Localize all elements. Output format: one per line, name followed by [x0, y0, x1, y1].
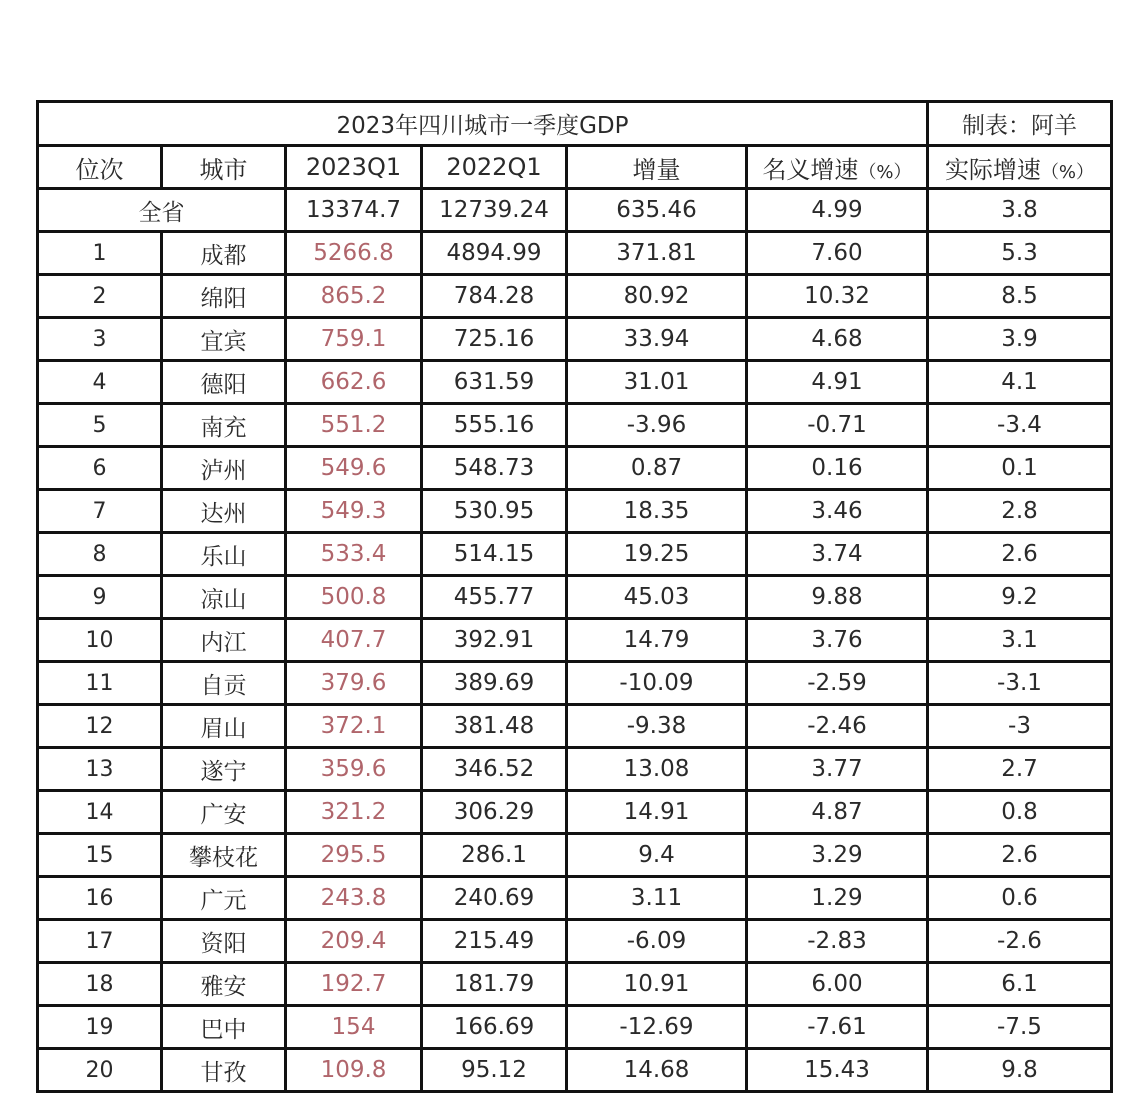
cell-2023q1: 865.2: [286, 275, 422, 318]
cell-rank: 11: [38, 662, 162, 705]
cell-nominal-growth: 3.74: [747, 533, 928, 576]
cell-2022q1: 631.59: [422, 361, 567, 404]
header-real-unit: （%）: [1040, 161, 1095, 183]
cell-2023q1: 154: [286, 1006, 422, 1049]
cell-real-growth: 4.1: [928, 361, 1112, 404]
header-real-label: 实际增速: [944, 155, 1041, 184]
cell-city: 广安: [162, 791, 286, 834]
cell-city: 乐山: [162, 533, 286, 576]
cell-city: 成都: [162, 232, 286, 275]
cell-2023q1: 321.2: [286, 791, 422, 834]
cell-rank: 18: [38, 963, 162, 1006]
cell-2023q1: 372.1: [286, 705, 422, 748]
cell-increase: 14.91: [567, 791, 747, 834]
cell-city: 雅安: [162, 963, 286, 1006]
cell-increase: 0.87: [567, 447, 747, 490]
cell-real-growth: 2.7: [928, 748, 1112, 791]
cell-2023q1: 379.6: [286, 662, 422, 705]
cell-city: 内江: [162, 619, 286, 662]
cell-city: 遂宁: [162, 748, 286, 791]
cell-rank: 7: [38, 490, 162, 533]
province-2023q1: 13374.7: [286, 189, 422, 232]
cell-real-growth: 3.9: [928, 318, 1112, 361]
cell-nominal-growth: 3.76: [747, 619, 928, 662]
province-increase: 635.46: [567, 189, 747, 232]
cell-rank: 6: [38, 447, 162, 490]
cell-nominal-growth: 9.88: [747, 576, 928, 619]
cell-city: 自贡: [162, 662, 286, 705]
cell-2023q1: 295.5: [286, 834, 422, 877]
cell-nominal-growth: -7.61: [747, 1006, 928, 1049]
table-row: [38, 619, 1112, 662]
cell-2023q1: 759.1: [286, 318, 422, 361]
table-row: [38, 361, 1112, 404]
cell-nominal-growth: 10.32: [747, 275, 928, 318]
cell-nominal-growth: 0.16: [747, 447, 928, 490]
cell-2023q1: 359.6: [286, 748, 422, 791]
table-row: [38, 963, 1112, 1006]
cell-increase: 3.11: [567, 877, 747, 920]
cell-city: 德阳: [162, 361, 286, 404]
cell-real-growth: 5.3: [928, 232, 1112, 275]
cell-increase: 371.81: [567, 232, 747, 275]
cell-2022q1: 514.15: [422, 533, 567, 576]
cell-2022q1: 725.16: [422, 318, 567, 361]
cell-2023q1: 549.6: [286, 447, 422, 490]
cell-nominal-growth: 4.68: [747, 318, 928, 361]
table-row: [38, 662, 1112, 705]
header-city: 城市: [162, 146, 286, 189]
cell-nominal-growth: -0.71: [747, 404, 928, 447]
table-row: [38, 533, 1112, 576]
cell-nominal-growth: 3.46: [747, 490, 928, 533]
province-2022q1: 12739.24: [422, 189, 567, 232]
table-title: 2023年四川城市一季度GDP: [38, 102, 928, 146]
cell-increase: 14.79: [567, 619, 747, 662]
cell-city: 宜宾: [162, 318, 286, 361]
cell-rank: 3: [38, 318, 162, 361]
cell-2023q1: 209.4: [286, 920, 422, 963]
cell-real-growth: 0.6: [928, 877, 1112, 920]
province-nominal-growth: 4.99: [747, 189, 928, 232]
cell-increase: -12.69: [567, 1006, 747, 1049]
cell-real-growth: 0.1: [928, 447, 1112, 490]
cell-nominal-growth: 3.77: [747, 748, 928, 791]
cell-real-growth: 2.8: [928, 490, 1112, 533]
cell-increase: 31.01: [567, 361, 747, 404]
table-row: [38, 1049, 1112, 1092]
cell-2022q1: 455.77: [422, 576, 567, 619]
cell-nominal-growth: -2.83: [747, 920, 928, 963]
header-nominal-unit: （%）: [858, 161, 912, 183]
cell-2022q1: 392.91: [422, 619, 567, 662]
cell-2022q1: 286.1: [422, 834, 567, 877]
header-nominal-label: 名义增速: [762, 155, 859, 184]
cell-real-growth: 2.6: [928, 533, 1112, 576]
cell-2022q1: 555.16: [422, 404, 567, 447]
cell-rank: 17: [38, 920, 162, 963]
cell-increase: -6.09: [567, 920, 747, 963]
table-row: [38, 705, 1112, 748]
table-row: [38, 318, 1112, 361]
cell-real-growth: 8.5: [928, 275, 1112, 318]
cell-rank: 15: [38, 834, 162, 877]
cell-2022q1: 4894.99: [422, 232, 567, 275]
cell-nominal-growth: 15.43: [747, 1049, 928, 1092]
table-row: [38, 490, 1112, 533]
cell-rank: 2: [38, 275, 162, 318]
header-2022q1: 2022Q1: [422, 146, 567, 189]
cell-city: 甘孜: [162, 1049, 286, 1092]
table-row: [38, 447, 1112, 490]
cell-rank: 13: [38, 748, 162, 791]
cell-2022q1: 166.69: [422, 1006, 567, 1049]
cell-increase: 18.35: [567, 490, 747, 533]
cell-2023q1: 5266.8: [286, 232, 422, 275]
cell-increase: -9.38: [567, 705, 747, 748]
cell-rank: 4: [38, 361, 162, 404]
table-row: [38, 920, 1112, 963]
header-rank: 位次: [38, 146, 162, 189]
cell-nominal-growth: -2.59: [747, 662, 928, 705]
table-row: [38, 1006, 1112, 1049]
cell-real-growth: -3.1: [928, 662, 1112, 705]
cell-2022q1: 306.29: [422, 791, 567, 834]
cell-city: 巴中: [162, 1006, 286, 1049]
table-row: [38, 275, 1112, 318]
cell-rank: 9: [38, 576, 162, 619]
cell-increase: 9.4: [567, 834, 747, 877]
cell-increase: 14.68: [567, 1049, 747, 1092]
cell-increase: 80.92: [567, 275, 747, 318]
cell-city: 绵阳: [162, 275, 286, 318]
cell-nominal-growth: 4.87: [747, 791, 928, 834]
cell-2023q1: 243.8: [286, 877, 422, 920]
header-increase: 增量: [567, 146, 747, 189]
cell-real-growth: 6.1: [928, 963, 1112, 1006]
cell-city: 资阳: [162, 920, 286, 963]
province-row: [38, 189, 1112, 232]
cell-rank: 10: [38, 619, 162, 662]
cell-rank: 12: [38, 705, 162, 748]
cell-increase: -3.96: [567, 404, 747, 447]
cell-increase: 13.08: [567, 748, 747, 791]
cell-rank: 8: [38, 533, 162, 576]
cell-nominal-growth: 7.60: [747, 232, 928, 275]
gdp-table-sheet: [36, 100, 1113, 1093]
header-real-growth: [928, 146, 1112, 189]
header-nominal-growth: [747, 146, 928, 189]
cell-city: 达州: [162, 490, 286, 533]
cell-increase: 19.25: [567, 533, 747, 576]
cell-rank: 20: [38, 1049, 162, 1092]
cell-2022q1: 215.49: [422, 920, 567, 963]
table-row: [38, 748, 1112, 791]
cell-rank: 1: [38, 232, 162, 275]
cell-2023q1: 500.8: [286, 576, 422, 619]
cell-2022q1: 389.69: [422, 662, 567, 705]
table-row: [38, 232, 1112, 275]
cell-city: 凉山: [162, 576, 286, 619]
cell-2022q1: 548.73: [422, 447, 567, 490]
cell-real-growth: 3.1: [928, 619, 1112, 662]
cell-nominal-growth: 6.00: [747, 963, 928, 1006]
table-row: [38, 791, 1112, 834]
province-label: 全省: [38, 189, 286, 232]
cell-2023q1: 192.7: [286, 963, 422, 1006]
cell-real-growth: -7.5: [928, 1006, 1112, 1049]
cell-2022q1: 240.69: [422, 877, 567, 920]
cell-increase: -10.09: [567, 662, 747, 705]
cell-2022q1: 181.79: [422, 963, 567, 1006]
header-2023q1: 2023Q1: [286, 146, 422, 189]
table-author: 制表：阿羊: [928, 102, 1112, 146]
cell-real-growth: 2.6: [928, 834, 1112, 877]
cell-city: 广元: [162, 877, 286, 920]
cell-city: 南充: [162, 404, 286, 447]
cell-real-growth: -2.6: [928, 920, 1112, 963]
table-row: [38, 576, 1112, 619]
cell-2022q1: 784.28: [422, 275, 567, 318]
cell-2023q1: 551.2: [286, 404, 422, 447]
cell-city: 泸州: [162, 447, 286, 490]
cell-2023q1: 549.3: [286, 490, 422, 533]
cell-real-growth: 9.8: [928, 1049, 1112, 1092]
table-row: [38, 404, 1112, 447]
cell-rank: 5: [38, 404, 162, 447]
province-real-growth: 3.8: [928, 189, 1112, 232]
table-row: [38, 877, 1112, 920]
cell-nominal-growth: 4.91: [747, 361, 928, 404]
cell-rank: 19: [38, 1006, 162, 1049]
title-row: [38, 102, 1112, 146]
gdp-table: [36, 100, 1113, 1093]
cell-rank: 16: [38, 877, 162, 920]
cell-increase: 45.03: [567, 576, 747, 619]
cell-increase: 33.94: [567, 318, 747, 361]
cell-2023q1: 407.7: [286, 619, 422, 662]
cell-nominal-growth: 3.29: [747, 834, 928, 877]
cell-increase: 10.91: [567, 963, 747, 1006]
cell-real-growth: 9.2: [928, 576, 1112, 619]
cell-2023q1: 533.4: [286, 533, 422, 576]
cell-2022q1: 95.12: [422, 1049, 567, 1092]
cell-2023q1: 109.8: [286, 1049, 422, 1092]
table-row: [38, 834, 1112, 877]
cell-nominal-growth: -2.46: [747, 705, 928, 748]
cell-2022q1: 530.95: [422, 490, 567, 533]
cell-2022q1: 381.48: [422, 705, 567, 748]
cell-real-growth: 0.8: [928, 791, 1112, 834]
cell-2022q1: 346.52: [422, 748, 567, 791]
header-row: [38, 146, 1112, 189]
cell-city: 攀枝花: [162, 834, 286, 877]
cell-real-growth: -3.4: [928, 404, 1112, 447]
cell-2023q1: 662.6: [286, 361, 422, 404]
cell-city: 眉山: [162, 705, 286, 748]
cell-rank: 14: [38, 791, 162, 834]
cell-real-growth: -3: [928, 705, 1112, 748]
cell-nominal-growth: 1.29: [747, 877, 928, 920]
